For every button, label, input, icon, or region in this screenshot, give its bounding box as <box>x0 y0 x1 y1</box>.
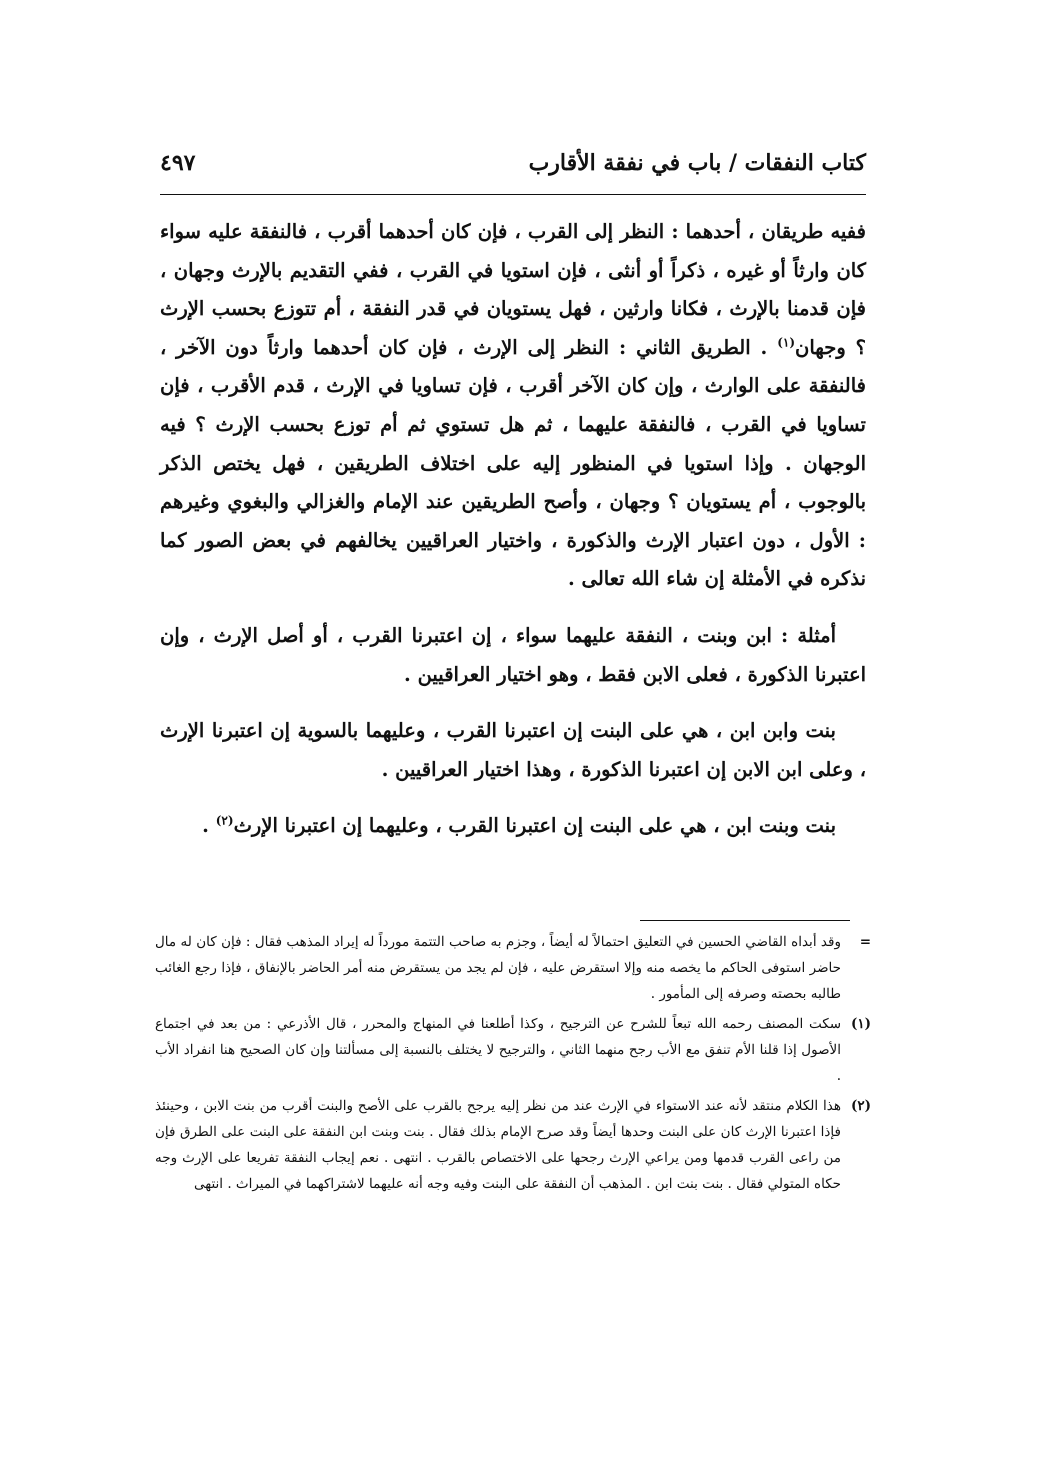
page-number: ٤٩٧ <box>160 150 196 176</box>
header-divider <box>160 194 866 195</box>
footnote-text: وقد أبداه القاضي الحسين في التعليق احتمالاً له أيضاً ، وجزم به صاحب التتمة مورداً له إيراد المذهب فقال : فإن كان له مال حاضر استوفى الحاكم ما يخصه منه وإلا استقرض عليه ، فإن لم يجد من يستقرض منه أمر الحاضر بالإنفاق ، فإذا رجع الغائب طالبه بحصته وصرفه إلى المأمور . <box>155 934 841 1002</box>
running-header-title: كتاب النفقات / باب في نفقة الأقارب <box>528 150 866 176</box>
footnote-text: هذا الكلام منتقد لأنه عند الاستواء في الإرث عند من نظر إليه يرجح بالقرب على الأصح والبنت أقرب من بنت الابن ، وحينئذ فإذا اعتبرنا الإرث كان على البنت وحدها أيضاً وقد صرح الإمام بذلك فقال . بنت وبنت ابن النفقة على البنت على الطرق فإن من راعى القرب قدمها ومن يراعي الإرث رجحها على الاختصاص بالقرب . انتهى . نعم إيجاب النفقة تفريعا على الإرث وجه حكاه المتولي فقال . بنت بنت ابن . المذهب أن النفقة على البنت وفيه وجه أنه عليهما لاشتراكهما في الميراث . انتهى <box>155 1098 841 1192</box>
paragraph-1 <box>160 213 866 599</box>
running-header <box>160 150 866 190</box>
paragraph-1-text: ففيه طريقان ، أحدهما : النظر إلى القرب ، فإن كان أحدهما أقرب ، فالنفقة عليه سواء كان وارثاً أو غيره ، ذكراً أو أنثى ، فإن استويا في القرب ، ففي التقديم بالإرث وجهان ، فإن قدمنا بالإرث ، فكانا وارثين ، فهل يستويان في قدر النفقة ، أم تتوزع بحسب الإرث ؟ وجهان <box>160 220 866 359</box>
paragraph-2: أمثلة : ابن وبنت ، النفقة عليهما سواء ، إن اعتبرنا القرب ، أو أصل الإرث ، وإن اعتبرنا الذكورة ، فعلى الابن فقط ، وهو اختيار العراقيين . <box>160 623 866 686</box>
footnote-text: سكت المصنف رحمه الله تبعاً للشرح عن الترجيح ، وكذا أطلعنا في المنهاج والمحرر ، قال الأذرعي : من بعد في اجتماع الأصول إذا قلنا الأم تنفق مع الأب رجح منهما الثاني ، والترجيح لا يختلف بالنسبة إلى مسألتنا وإن كان الصحيح هنا انفراد الأب . <box>155 1016 841 1084</box>
footnote-marker: (٢) <box>850 1098 871 1114</box>
footnote-2 <box>155 1093 871 1197</box>
footnote-marker: = <box>859 934 871 950</box>
paragraph-4-text: بنت وبنت ابن ، هي على البنت إن اعتبرنا القرب ، وعليهما إن اعتبرنا الإرث <box>233 814 836 838</box>
paragraph-3: بنت وابن ابن ، هي على البنت إن اعتبرنا القرب ، وعليهما بالسوية إن اعتبرنا الإرث ، وعلى ابن الابن إن اعتبرنا الذكورة ، وهذا اختيار العراقيين . <box>160 719 866 781</box>
main-text <box>160 213 866 846</box>
footnote-ref-2: (٢) <box>215 813 234 828</box>
footnotes-section <box>155 929 871 1201</box>
paragraph-1-continuation: . الطريق الثاني : النظر إلى الإرث ، فإن كان أحدهما وارثاً دون الآخر ، فالنفقة على الوارث ، وإن كان الآخر أقرب ، فإن تساويا في الإرث ، قدم الأقرب ، فإن تساويا في القرب ، فالنفقة عليهما ، ثم هل تستوي ثم أم توزع بحسب الإرث ؟ فيه الوجهان . وإذا استويا في المنظور إليه على اختلاف الطريقين ، فهل يختص الذكر بالوجوب ، أم يستويان ؟ وجهان ، وأصح الطريقين عند الإمام والغزالي والبغوي وغيرهم : الأول ، دون اعتبار الإرث والذكورة ، واختيار العراقيين يخالفهم في بعض الصور كما نذكره في الأمثلة إن شاء الله تعالى . <box>160 335 866 591</box>
footnote-continued <box>155 929 871 1007</box>
footnote-ref-1: (١) <box>777 335 796 350</box>
paragraph-4-end: . <box>202 814 216 838</box>
footnote-1 <box>155 1011 871 1089</box>
footnote-marker: (١) <box>850 1016 871 1032</box>
paragraph-4 <box>160 807 866 846</box>
footnote-divider <box>640 920 850 921</box>
